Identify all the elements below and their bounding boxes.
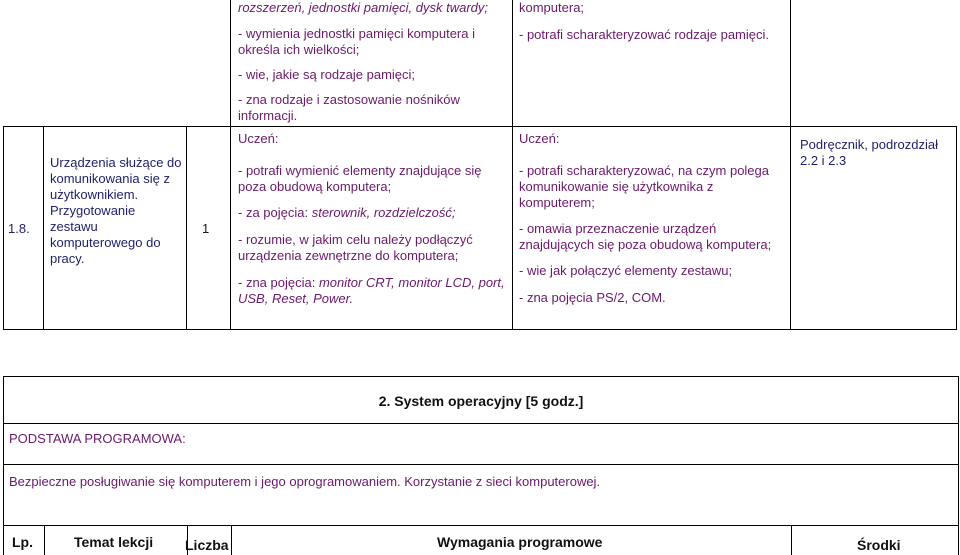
column-header-requirements: Wymagania programowe [437,534,603,550]
table-rule [43,126,44,330]
podstawa-label: PODSTAWA PROGRAMOWA: [9,431,186,446]
lesson-hours: 1 [202,221,210,236]
requirement-prefix: - za pojęcia: [238,205,312,220]
column-header-lp: Lp. [12,534,33,550]
requirement-line: - zna rodzaje i zastosowanie nośników informacji. [238,92,460,123]
requirement-line: - wie jak połączyć elementy zestawu; [519,263,733,278]
requirement-prefix: - zna pojęcia: [238,275,319,290]
section-title: 2. System operacyjny [5 godz.] [378,393,584,409]
table-rule [3,329,957,330]
requirement-terms: sterownik, rozdzielczość; [311,205,456,220]
extended-requirements-continued [519,0,785,55]
table-rule [230,0,231,330]
lesson-number: 1.8. [8,221,30,236]
requirement-line: - potrafi wymienić elementy znajdujące się poza obudową komputera; [238,163,482,194]
table-rule [4,464,958,465]
requirement-line: - potrafi scharakteryzować, na czym polega komunikowanie się użytkownika z komputerem; [519,163,769,210]
basic-requirements [238,131,506,319]
table-rule [4,423,958,424]
requirement-line [238,275,506,307]
table-rule [231,525,232,555]
requirement-line: - omawia przeznaczenie urządzeń znajdujących się poza obudową komputera; [519,221,772,252]
section-2-box [3,376,959,555]
column-header-hours: Liczba [185,537,229,553]
requirements-header: Uczeń: [238,131,279,146]
table-rule [4,525,958,526]
requirement-line: - wymienia jednostki pamięci komputera i określa ich wielkości; [238,26,475,57]
table-rule [3,126,4,330]
lesson-resources: Podręcznik, podrozdział 2.2 i 2.3 [800,137,939,168]
column-header-topic: Temat lekcji [74,534,154,550]
extended-requirements [519,131,785,318]
requirement-line: - potrafi scharakteryzować rodzaje pamięci. [519,27,769,42]
table-rule [44,525,45,555]
basic-requirements-continued [238,0,506,136]
podstawa-text: Bezpieczne posługiwanie się komputerem i jego oprogramowaniem. Korzystanie z sieci komputerowej. [9,474,601,489]
lesson-topic: Urządzenia służące do komunikowania się z użytkownikiem. Przygotowanie zestawu komputerowego do pracy. [50,155,182,266]
requirement-line: - rozumie, w jakim celu należy podłączyć urządzenia zewnętrzne do komputera; [238,232,473,263]
table-rule [956,126,957,330]
requirement-line [238,205,506,221]
requirement-line: - zna pojęcia PS/2, COM. [519,290,666,305]
table-rule [186,126,187,330]
table-rule [790,0,791,330]
table-rule [791,525,792,555]
column-header-resources: Środki [857,537,901,553]
requirement-terms: monitor CRT, monitor LCD, port, USB, Reset, Power. [238,275,505,306]
requirements-header: Uczeń: [519,131,560,146]
requirement-line: komputera; [519,0,585,15]
requirement-line: rozszerzeń, jednostki pamięci, dysk twardy; [238,0,488,15]
table-rule [512,0,513,330]
requirement-line: - wie, jakie są rodzaje pamięci; [238,67,416,82]
